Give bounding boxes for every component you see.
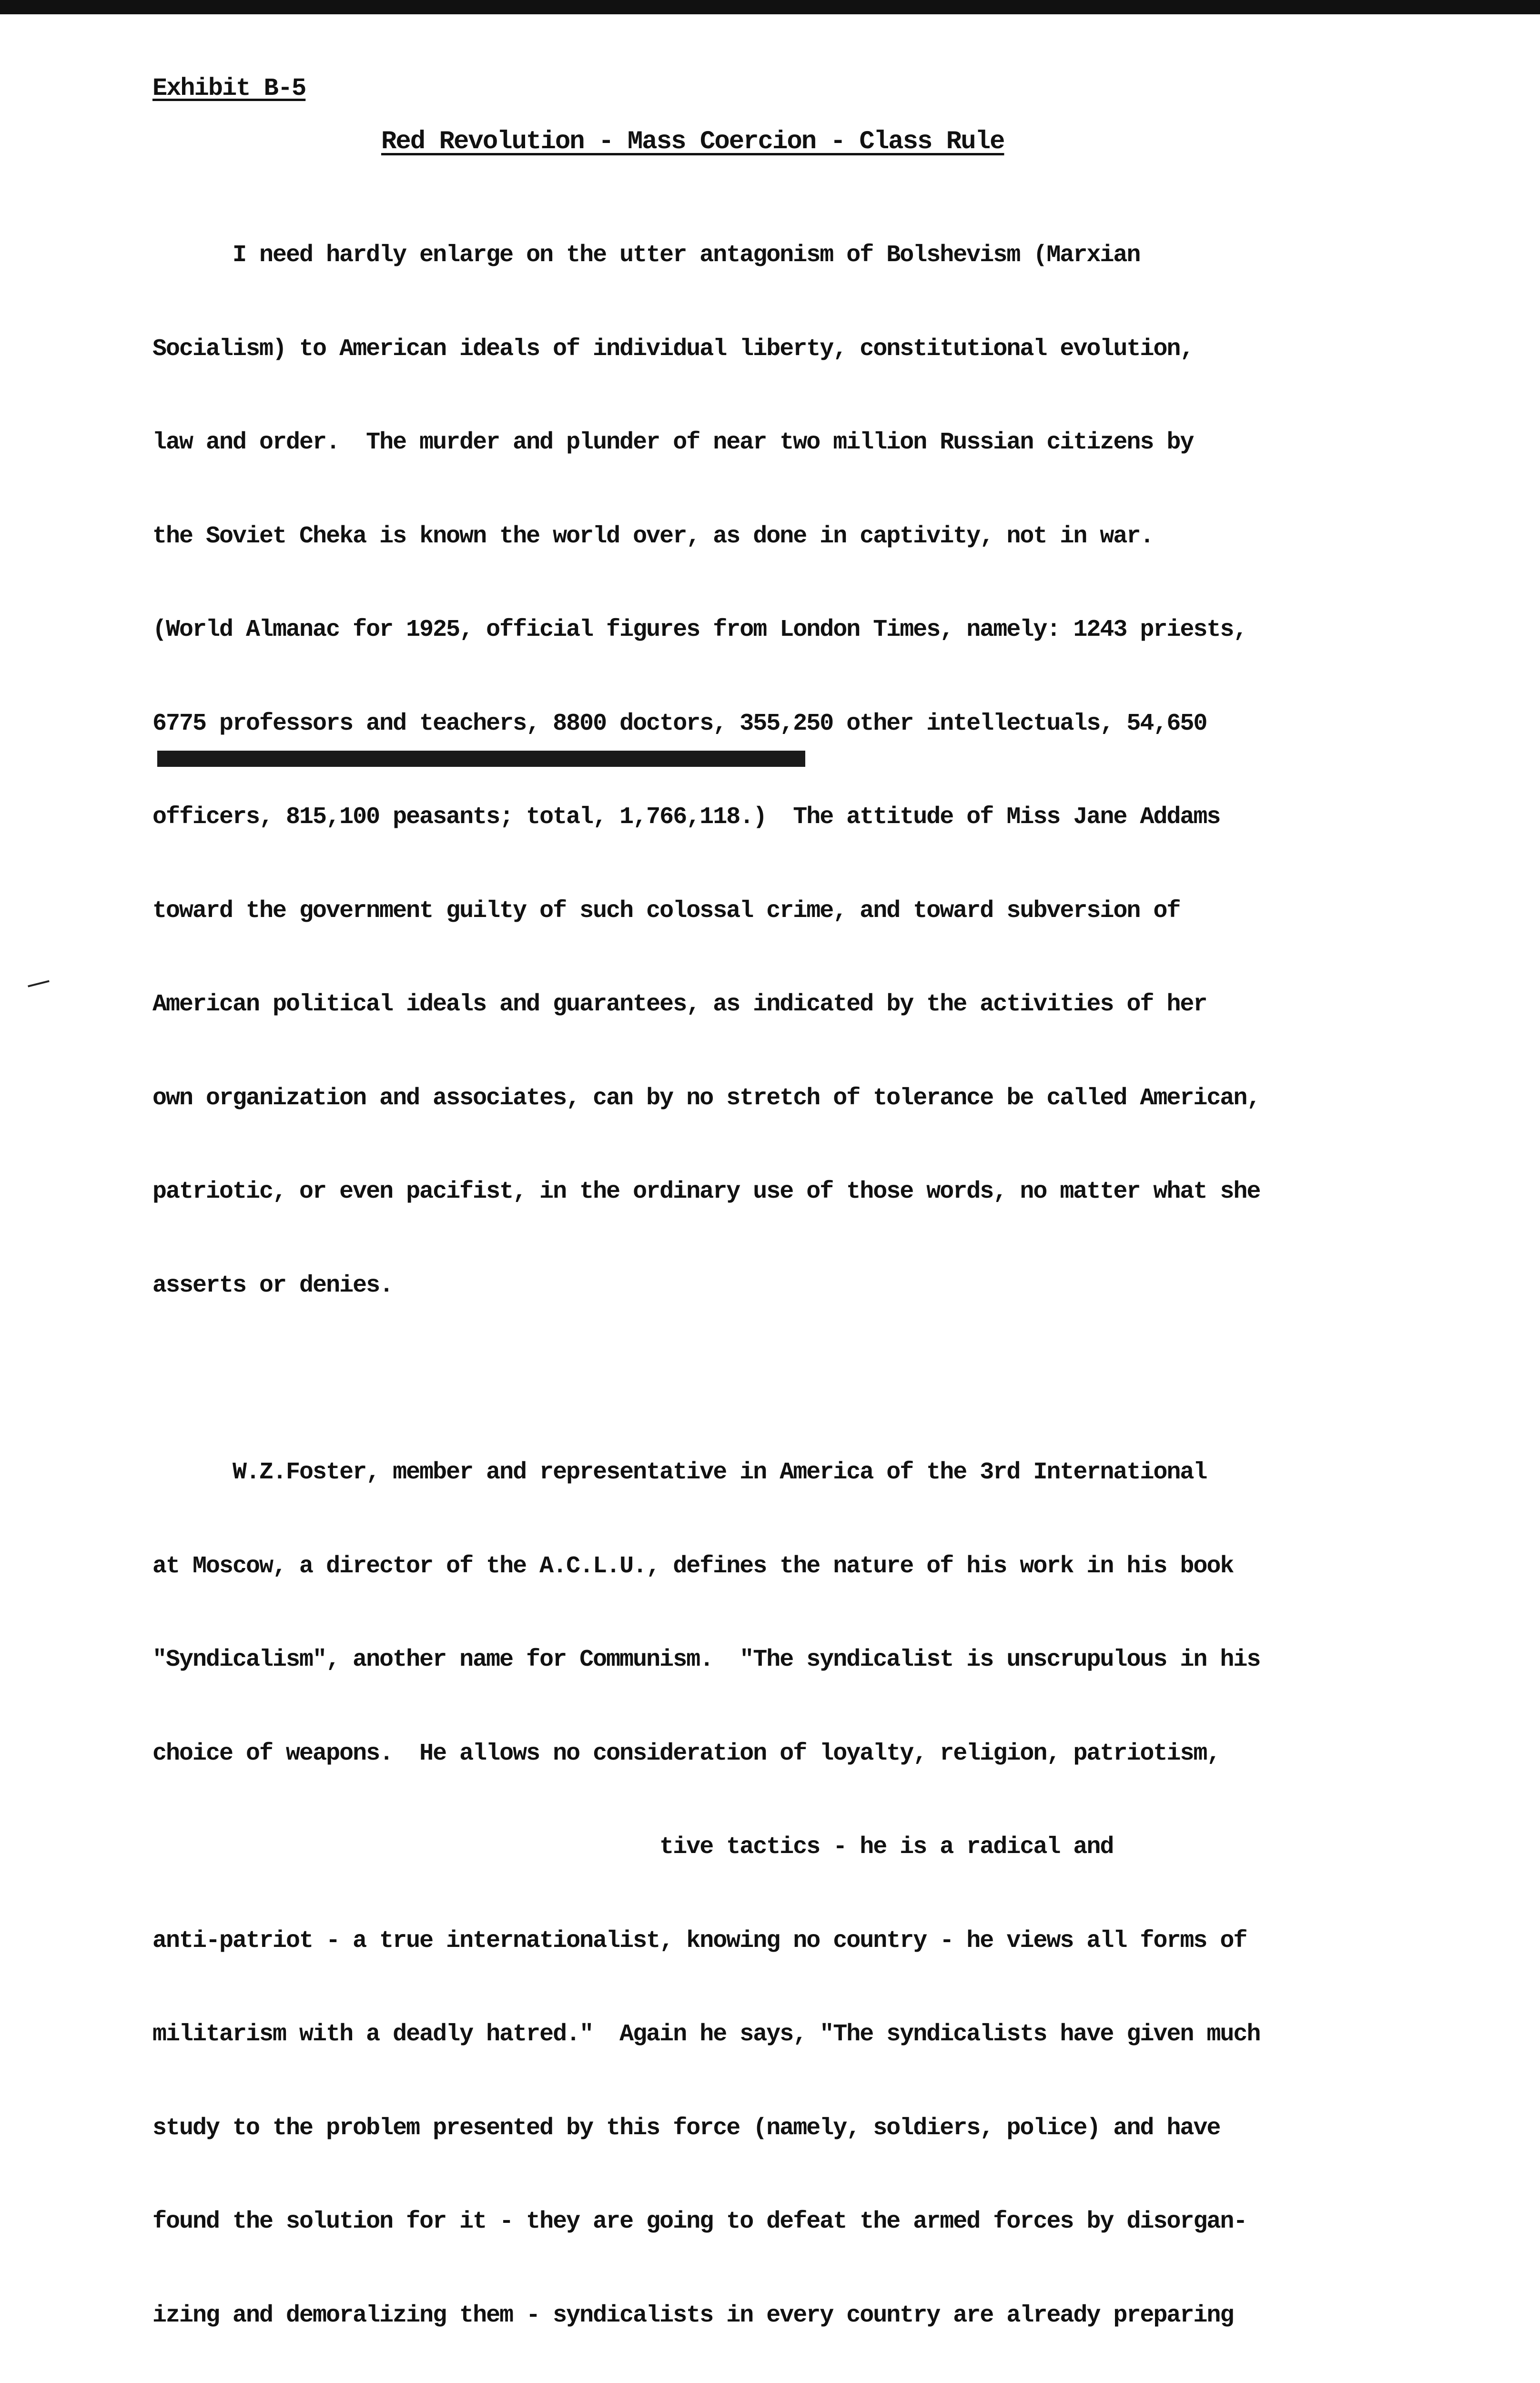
document-body	[152, 177, 1429, 2383]
text-line: found the solution for it - they are going to defeat the armed forces by disorgan-	[152, 2208, 1247, 2235]
text-line: asserts or denies.	[152, 1272, 393, 1299]
text-line: (World Almanac for 1925, official figures from London Times, namely: 1243 priests,	[152, 616, 1247, 643]
struck-out-text	[157, 751, 805, 767]
text-line: choice of weapons. He allows no consideration of loyalty, religion, patriotism,	[152, 1740, 1220, 1767]
text-line: izing and demoralizing them - syndicalists in every country are already preparing	[152, 2302, 1234, 2329]
paragraph-2	[152, 1395, 1429, 2383]
document-page	[152, 71, 1429, 2383]
paragraph-1	[152, 177, 1429, 1364]
text-line: toward the government guilty of such colossal crime, and toward subversion of	[152, 897, 1180, 925]
text-line: patriotic, or even pacifist, in the ordinary use of those words, no matter what she	[152, 1178, 1260, 1205]
text-line: Socialism) to American ideals of individual liberty, constitutional evolution,	[152, 335, 1194, 363]
text-line: "Syndicalism", another name for Communism. "The syndicalist is unscrupulous in his	[152, 1646, 1260, 1673]
text-line: American political ideals and guarantees, as indicated by the activities of her	[152, 991, 1207, 1018]
text-line: law and order. The murder and plunder of near two million Russian citizens by	[152, 429, 1194, 456]
exhibit-label: Exhibit B-5	[152, 74, 306, 102]
text-line: own organization and associates, can by no stretch of tolerance be called American,	[152, 1084, 1260, 1112]
text-line: militarism with a deadly hatred." Again he says, "The syndicalists have given much	[152, 2021, 1260, 2048]
text-line: 6775 professors and teachers, 8800 doctors, 355,250 other intellectuals, 54,650	[152, 710, 1207, 737]
text-line: I need hardly enlarge on the utter antagonism of Bolshevism (Marxian	[152, 242, 1140, 269]
text-line: at Moscow, a director of the A.C.L.U., defines the nature of his work in his book	[152, 1552, 1234, 1580]
margin-tick-mark	[28, 980, 50, 987]
text-line: W.Z.Foster, member and representative in America of the 3rd International	[152, 1459, 1207, 1486]
document-title: Red Revolution - Mass Coercion - Class Rule	[381, 127, 1004, 156]
text-line: the Soviet Cheka is known the world over, as done in captivity, not in war.	[152, 522, 1154, 550]
text-line: study to the problem presented by this force (namely, soldiers, police) and have	[152, 2114, 1220, 2142]
text-line: tive tactics - he is a radical and	[152, 1833, 1114, 1861]
text-line: anti-patriot - a true internationalist, knowing no country - he views all forms of	[152, 1927, 1247, 1955]
scan-top-border	[0, 0, 1540, 14]
text-line: officers, 815,100 peasants; total, 1,766,118.) The attitude of Miss Jane Addams	[152, 804, 1220, 831]
